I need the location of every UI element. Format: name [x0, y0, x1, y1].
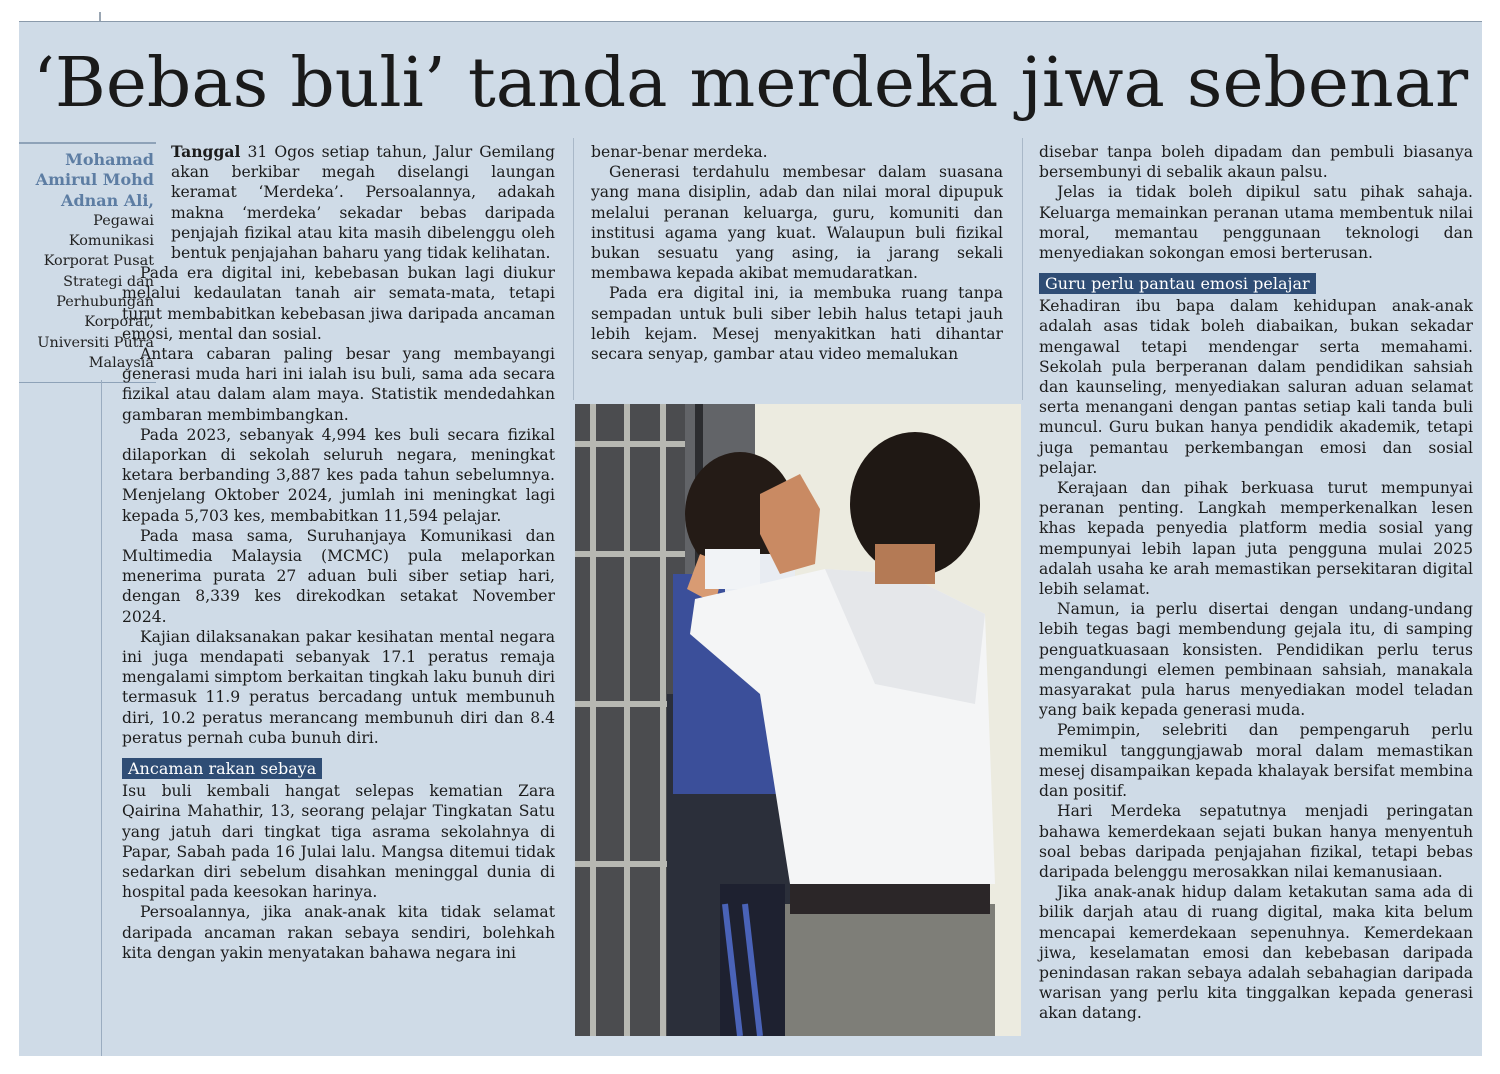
byline-rule: [101, 380, 102, 1056]
photo-illustration: [575, 404, 1021, 1036]
column-1: [122, 142, 555, 963]
paragraph: Generasi terdahulu membesar dalam suasana yang mana disiplin, adab dan nilai moral dipupuk melalui peranan keluarga, guru, komuniti dan institusi agama yang kuat. Walaupun buli fizikal bukan sesuatu yang asing, ia jarang sekali membawa kepada akibat memudaratkan.: [591, 163, 1003, 283]
column-3: [1039, 142, 1473, 1024]
paragraph: Kerajaan dan pihak berkuasa turut mempunyai peranan penting. Langkah memperkenalkan lesen khas kepada penyedia platform media sosial yang mempunyai lebih lapan juta pengguna mulai 2025 adalah usaha ke arah memastikan persekitaran digital lebih selamat.: [1039, 479, 1473, 599]
paragraph: Kehadiran ibu bapa dalam kehidupan anak-anak adalah asas tidak boleh diabaikan, bukan sekadar mengawal tetapi mendengar serta memahami. Sekolah pula berperanan dalam pendidikan sahsiah dan kaunseling, menyediakan saluran aduan selamat serta menangani dengan pantas setiap kali tanda buli muncul. Guru bukan hanya pendidik akademik, tetapi juga pemantau perkembangan emosi dan sosial pelajar.: [1039, 297, 1473, 477]
column-2: [591, 142, 1003, 364]
paragraph: Jelas ia tidak boleh dipikul satu pihak sahaja. Keluarga memainkan peranan utama membentuk nilai moral, memantau penggunaan teknologi dan menyediakan sokongan emosi berterusan.: [1039, 183, 1473, 263]
bullying-photo: [575, 404, 1021, 1036]
author-name: Mohamad Amirul Mohd Adnan Ali,: [35, 150, 154, 210]
subheading: Ancaman rakan sebaya: [122, 758, 322, 779]
paragraph: benar-benar merdeka.: [591, 143, 768, 161]
paragraph: Pada era digital ini, ia membuka ruang tanpa sempadan untuk buli siber lebih halus tetapi jauh lebih kejam. Mesej menyakitkan hati dihantar secara senyap, gambar atau video memalukan: [591, 284, 1003, 364]
paragraph: Jika anak-anak hidup dalam ketakutan sama ada di bilik darjah atau di ruang digital, maka kita belum mencapai kemerdekaan sepenuhnya. Kemerdekaan jiwa, keselamatan emosi dan kebebasan daripada penindasan rakan sebaya adalah sebahagian daripada warisan yang perlu kita tinggalkan kepada generasi akan datang.: [1039, 883, 1473, 1023]
paragraph: Pada era digital ini, kebebasan bukan lagi diukur melalui kedaulatan tanah air semata-mata, tetapi turut membabitkan kebebasan jiwa daripada ancaman emosi, mental dan sosial.: [122, 264, 555, 343]
headline: ‘Bebas buli’ tanda merdeka jiwa sebenar: [32, 44, 1469, 123]
column-rule: [1022, 138, 1023, 400]
paragraph: Antara cabaran paling besar yang membayangi generasi muda hari ini ialah isu buli, sama ada secara fizikal atau dalam alam maya. Statistik mendedahkan gambaran membimbangkan.: [122, 345, 555, 424]
paragraph: Namun, ia perlu disertai dengan undang-undang lebih tegas bagi membendung gejala itu, di samping penguatkuasaan konsisten. Pendidikan perlu terus mengandungi elemen pembinaan sahsiah, manakala masyarakat pula harus menyediakan model teladan yang baik kepada generasi muda.: [1039, 600, 1473, 720]
column-rule: [573, 138, 574, 400]
paragraph: Persoalannya, jika anak-anak kita tidak selamat daripada ancaman rakan sebaya sendiri, bolehkah kita dengan yakin menyatakan bahawa negara ini: [122, 903, 555, 962]
paragraph: Pada 2023, sebanyak 4,994 kes buli secara fizikal dilaporkan di sekolah seluruh negara, meningkat ketara berbanding 3,887 kes pada tahun sebelumnya. Menjelang Oktober 2024, jumlah ini meningkat lagi kepada 5,703 kes, membabitkan 11,594 pelajar.: [122, 425, 555, 525]
lead-word: Tanggal: [171, 142, 241, 161]
paragraph: disebar tanpa boleh dipadam dan pembuli biasanya bersembunyi di sebalik akaun palsu.: [1039, 143, 1473, 182]
paragraph: Tanggal 31 Ogos setiap tahun, Jalur Gemilang akan berkibar megah diselangi laungan keramat ‘Merdeka’. Persoalannya, adakah makna ‘merdeka’ sekadar bebas daripada penjajah fizikal atau kita masih dibelenggu oleh bentuk penjajahan baharu yang tidak kelihatan.: [171, 142, 555, 263]
paragraph: Isu buli kembali hangat selepas kematian Zara Qairina Mahathir, 13, seorang pelajar Tingkatan Satu yang jatuh dari tingkat tiga asrama sekolahnya di Papar, Sabah pada 16 Julai lalu. Mangsa ditemui tidak sedarkan diri sebelum disahkan meninggal dunia di hospital pada keesokan harinya.: [122, 782, 555, 902]
paragraph: Hari Merdeka sepatutnya menjadi peringatan bahawa kemerdekaan sejati bukan hanya menyentuh soal bebas daripada penjajahan fizikal, tetapi bebas daripada belenggu merosakkan nilai kemanusiaan.: [1039, 802, 1473, 881]
paragraph: Pemimpin, selebriti dan pempengaruh perlu memikul tanggungjawab moral dalam memastikan mesej disampaikan kepada khalayak bersifat membina dan positif.: [1039, 721, 1473, 801]
article-page: [19, 21, 1482, 1056]
subheading: Guru perlu pantau emosi pelajar: [1039, 273, 1316, 294]
paragraph: Pada masa sama, Suruhanjaya Komunikasi dan Multimedia Malaysia (MCMC) pula melaporkan menerima purata 27 aduan buli siber setiap hari, dengan 8,339 kes direkodkan setakat November 2024.: [122, 526, 555, 626]
author-role: Pegawai Komunikasi Korporat Pusat Strategi dan Perhubungan Korporat, Universiti Putra Malaysia: [37, 212, 154, 371]
paragraph: Kajian dilaksanakan pakar kesihatan mental negara ini juga mendapati sebanyak 17.1 peratus remaja mengalami simptom berkaitan tingkah laku bunuh diri termasuk 11.9 peratus bercadang untuk membunuh diri, 10.2 peratus merancang membunuh diri dan 8.4 peratus pernah cuba bunuh diri.: [122, 627, 555, 747]
